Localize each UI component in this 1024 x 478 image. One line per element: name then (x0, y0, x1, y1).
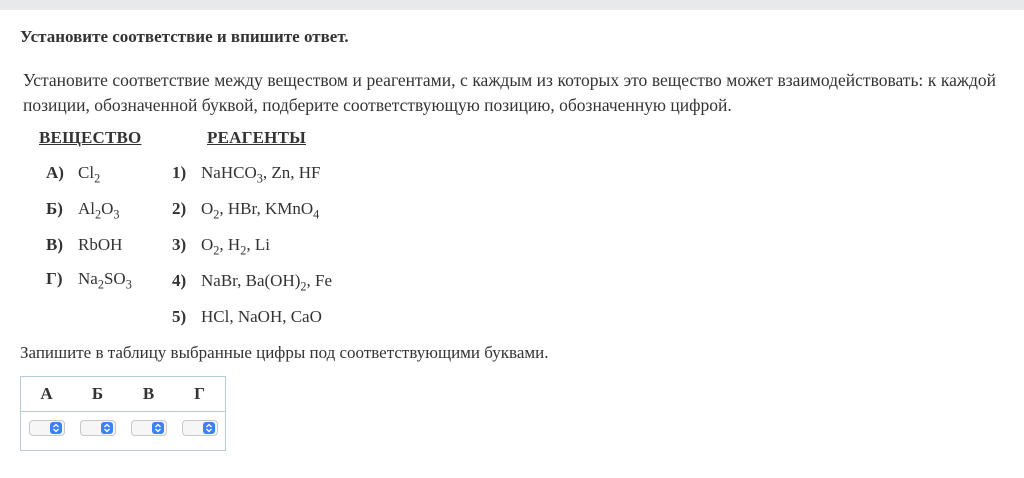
answer-select-b[interactable] (80, 420, 116, 436)
answer-select-v[interactable] (131, 420, 167, 436)
substance-formula: $Al_2O_3$ (78, 199, 120, 222)
task-heading: Установите соответствие и впишите ответ. (20, 27, 349, 46)
task-instruction: Установите соответствие между веществом и реагентами, с каждым из которых это вещество может взаимодействовать: к каждой позиции, обозначенной буквой, подберите соответствующую позицию, обозначенную цифрой. (23, 70, 996, 115)
answer-table-select-row (21, 412, 226, 451)
substance-key: Г) (46, 269, 63, 288)
answer-header-v: В (142, 384, 155, 403)
reagent-row (172, 199, 320, 222)
answer-header-g: Г (194, 384, 205, 403)
substance-row (46, 163, 101, 186)
answer-select-a[interactable] (29, 420, 65, 436)
substance-formula: $Cl_2$ (78, 163, 101, 186)
answer-note: Запишите в таблицу выбранные цифры под соответствующими буквами. (20, 343, 549, 362)
reagent-row (172, 235, 270, 258)
reagent-formula: $O_2$, HBr, KMnO$_4$ (201, 199, 320, 222)
substance-row (46, 199, 120, 222)
substance-key: В) (46, 235, 63, 254)
substance-row (46, 235, 122, 255)
reagent-row (172, 163, 321, 186)
up-down-arrows-icon (101, 422, 113, 434)
answer-table (20, 376, 226, 451)
substance-row (46, 269, 132, 292)
reagent-formula: HCl, NaOH, CaO (201, 307, 322, 326)
reagents-column-title: РЕАГЕНТЫ (207, 128, 307, 147)
substance-key: Б) (46, 199, 63, 218)
answer-select-g[interactable] (182, 420, 218, 436)
reagent-key: 1) (172, 163, 187, 182)
reagent-formula: $O_2$, $H_2$, Li (201, 235, 270, 258)
reagent-key: 5) (172, 307, 187, 326)
answer-header-b: Б (91, 384, 104, 403)
reagent-key: 2) (172, 199, 187, 218)
up-down-arrows-icon (152, 422, 164, 434)
reagent-formula: NaBr, $Ba(OH)_2$, Fe (201, 271, 333, 294)
substance-formula: $Na_2SO_3$ (78, 269, 132, 292)
substance-formula: RbOH (78, 235, 123, 254)
answer-header-a: А (40, 384, 53, 403)
reagent-row (172, 271, 333, 294)
substance-key: А) (46, 163, 64, 182)
reagent-formula: NaHCO$_3$, Zn, HF (201, 163, 321, 186)
reagent-key: 3) (172, 235, 187, 254)
reagent-key: 4) (172, 271, 187, 290)
up-down-arrows-icon (50, 422, 62, 434)
substances-column-title: ВЕЩЕСТВО (39, 128, 142, 147)
up-down-arrows-icon (203, 422, 215, 434)
reagent-row (172, 307, 322, 327)
answer-table-header-row (21, 377, 226, 412)
top-bar (0, 0, 1024, 10)
